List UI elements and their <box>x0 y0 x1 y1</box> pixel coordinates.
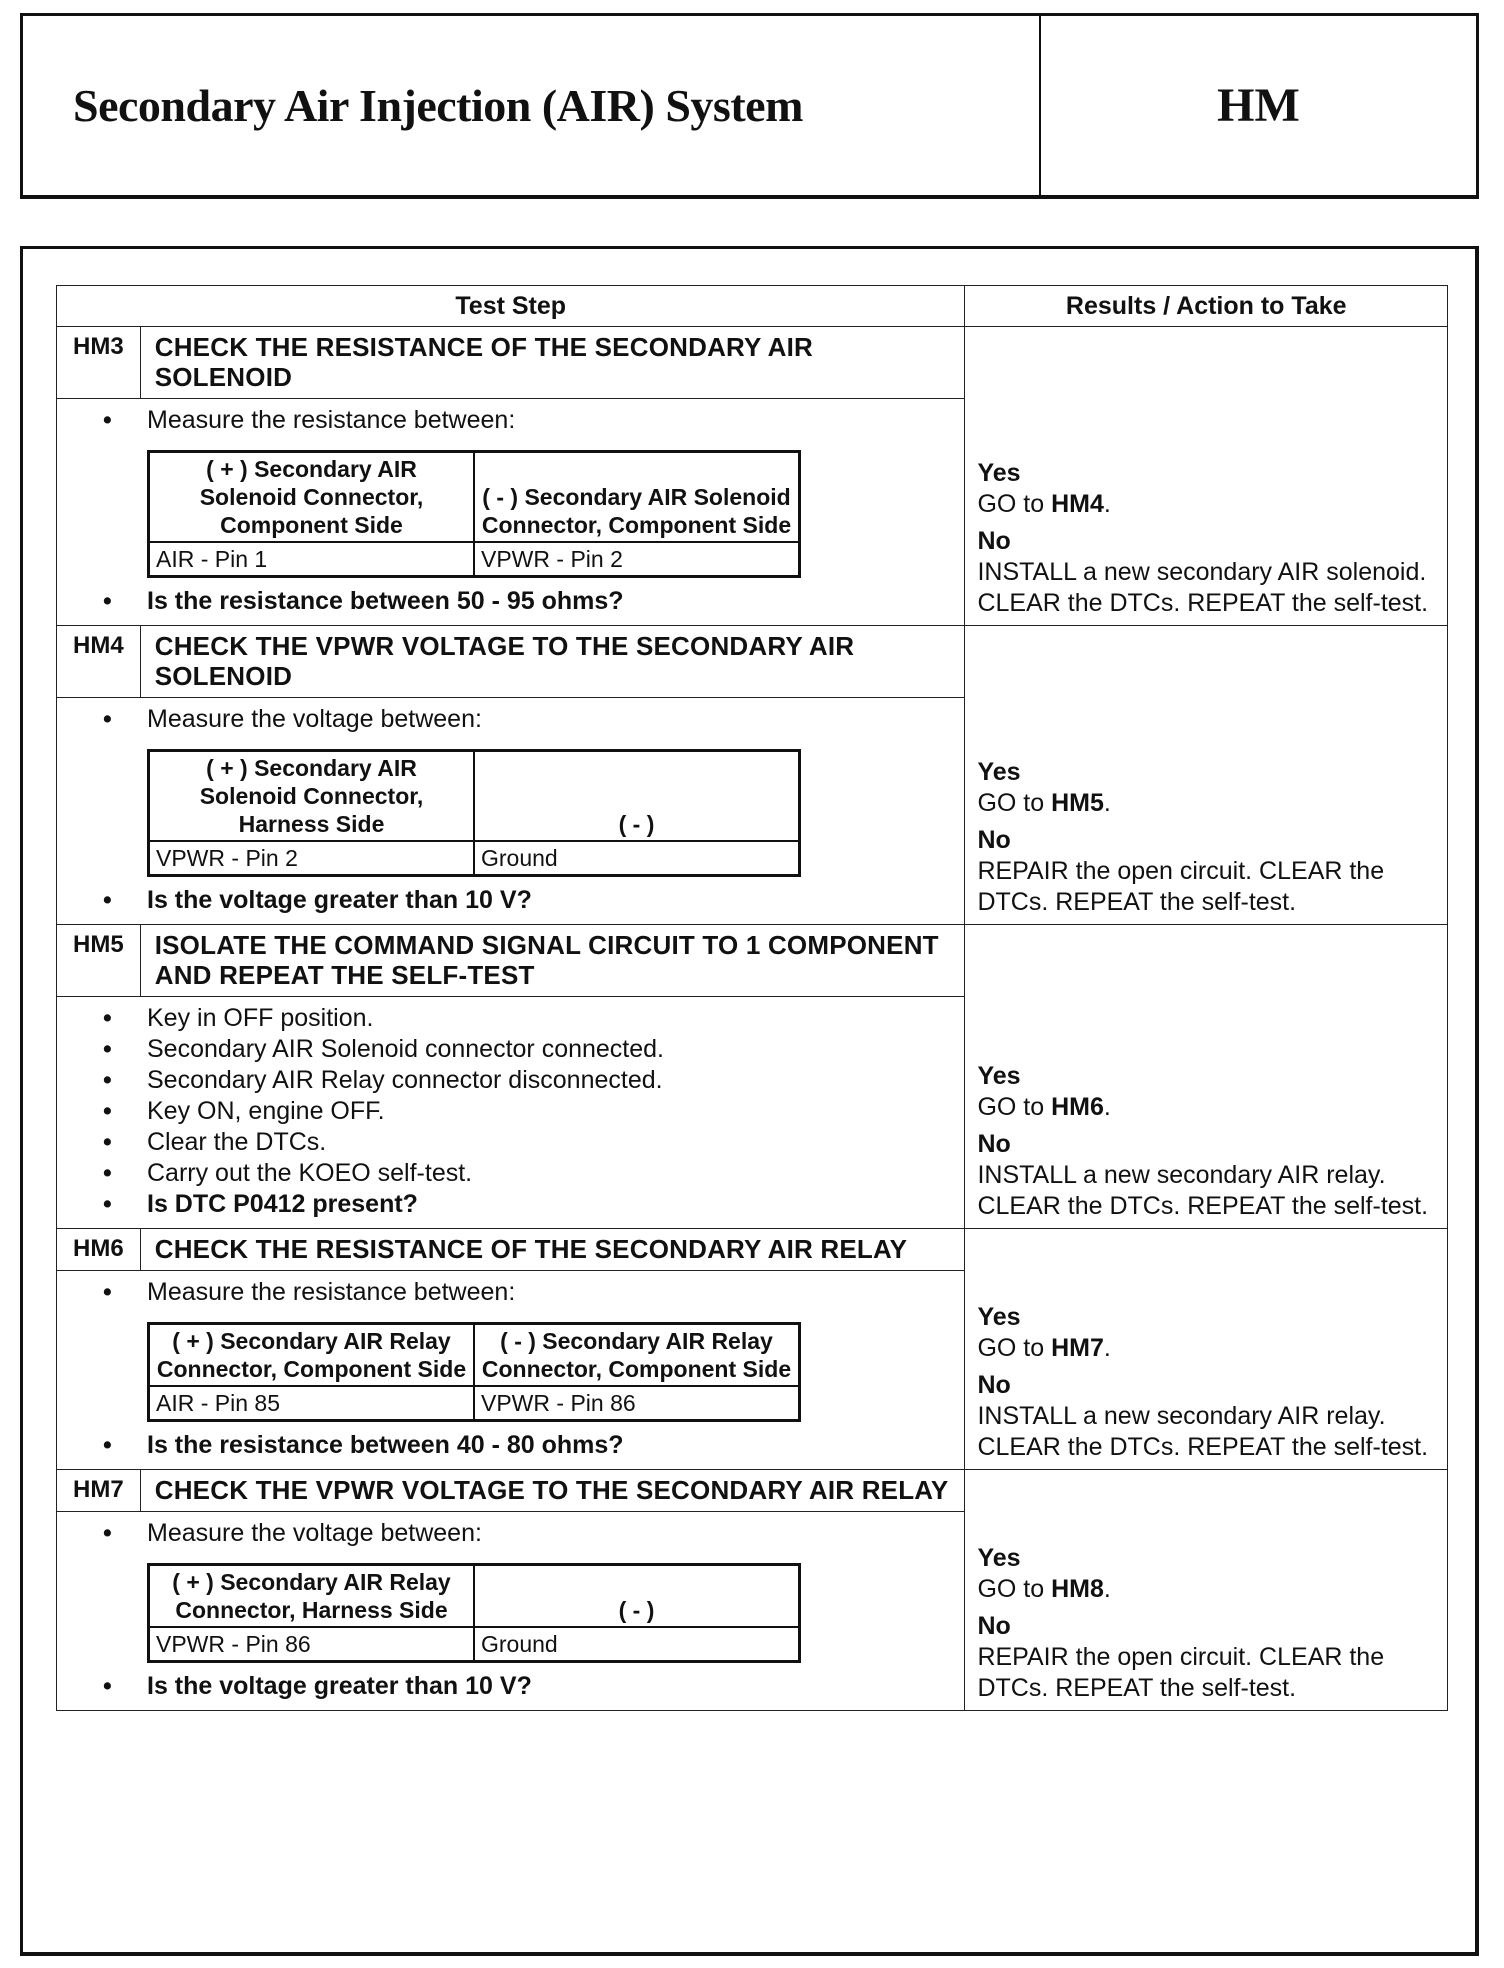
positive-probe-pin: AIR - Pin 1 <box>149 542 475 577</box>
measurement-table <box>147 450 801 578</box>
step-title: CHECK THE VPWR VOLTAGE TO THE SECONDARY AIR RELAY <box>140 1470 965 1512</box>
step-body <box>57 1512 965 1711</box>
step-title-row <box>57 327 1448 399</box>
yes-label: Yes <box>977 459 1021 487</box>
yes-action: GO to HM5. <box>977 789 1111 817</box>
content-frame <box>20 246 1479 1956</box>
step-title: CHECK THE RESISTANCE OF THE SECONDARY AIR SOLENOID <box>140 327 965 399</box>
no-action: INSTALL a new secondary AIR relay. CLEAR the DTCs. REPEAT the self-test. <box>977 1402 1429 1461</box>
step-instruction: • Measure the resistance between: <box>147 405 952 436</box>
positive-probe-header: ( + ) Secondary AIR Solenoid Connector, Harness Side <box>149 751 475 842</box>
step-question: • Is the resistance between 40 - 80 ohms? <box>147 1430 952 1461</box>
step-instruction: • Measure the voltage between: <box>147 1518 952 1549</box>
step-result <box>965 1470 1448 1711</box>
page-header <box>20 13 1479 199</box>
yes-action: GO to HM8. <box>977 1575 1111 1603</box>
step-body <box>57 698 965 925</box>
measurement-table <box>147 1322 801 1422</box>
no-label: No <box>977 1612 1011 1640</box>
step-instruction: • Carry out the KOEO self-test. <box>147 1158 952 1189</box>
no-action: INSTALL a new secondary AIR relay. CLEAR the DTCs. REPEAT the self-test. <box>977 1161 1429 1220</box>
step-instruction: • Clear the DTCs. <box>147 1127 952 1158</box>
goto-step-link[interactable]: HM4 <box>1051 490 1104 518</box>
measurement-header-row <box>149 751 800 842</box>
step-question: • Is the voltage greater than 10 V? <box>147 1671 952 1702</box>
step-code: HM6 <box>57 1229 141 1271</box>
step-title: CHECK THE RESISTANCE OF THE SECONDARY AIR RELAY <box>140 1229 965 1271</box>
section-code: HM <box>1217 79 1300 132</box>
measurement-table <box>147 1563 801 1663</box>
step-instruction: • Secondary AIR Solenoid connector connected. <box>147 1034 952 1065</box>
negative-probe-pin: VPWR - Pin 2 <box>474 542 800 577</box>
step-result <box>965 1229 1448 1470</box>
diagnostic-table <box>56 285 1448 1711</box>
step-body <box>57 399 965 626</box>
measurement-value-row <box>149 542 800 577</box>
no-action: REPAIR the open circuit. CLEAR the DTCs. REPEAT the self-test. <box>977 857 1385 916</box>
step-question: • Is the resistance between 50 - 95 ohms? <box>147 586 952 617</box>
step-result <box>965 925 1448 1229</box>
yes-label: Yes <box>977 1303 1021 1331</box>
yes-label: Yes <box>977 1062 1021 1090</box>
step-question: • Is DTC P0412 present? <box>147 1189 952 1220</box>
step-title: CHECK THE VPWR VOLTAGE TO THE SECONDARY AIR SOLENOID <box>140 626 965 698</box>
no-action: INSTALL a new secondary AIR solenoid. CLEAR the DTCs. REPEAT the self-test. <box>977 558 1429 617</box>
no-label: No <box>977 1371 1011 1399</box>
measurement-table <box>147 749 801 877</box>
step-title-row <box>57 925 1448 997</box>
positive-probe-pin: VPWR - Pin 86 <box>149 1627 475 1662</box>
page-title: Secondary Air Injection (AIR) System <box>23 16 1041 195</box>
no-action: REPAIR the open circuit. CLEAR the DTCs. REPEAT the self-test. <box>977 1643 1385 1702</box>
negative-probe-header: ( - ) <box>474 751 800 842</box>
step-title: ISOLATE THE COMMAND SIGNAL CIRCUIT TO 1 COMPONENT AND REPEAT THE SELF-TEST <box>140 925 965 997</box>
step-instruction: • Key ON, engine OFF. <box>147 1096 952 1127</box>
step-code: HM3 <box>57 327 141 399</box>
positive-probe-pin: VPWR - Pin 2 <box>149 841 475 876</box>
column-header-test-step: Test Step <box>57 286 965 327</box>
no-label: No <box>977 527 1011 555</box>
step-instruction: • Measure the resistance between: <box>147 1277 952 1308</box>
measurement-header-row <box>149 1565 800 1628</box>
no-label: No <box>977 1130 1011 1158</box>
goto-step-link[interactable]: HM7 <box>1051 1334 1104 1362</box>
negative-probe-pin: Ground <box>474 841 800 876</box>
positive-probe-pin: AIR - Pin 85 <box>149 1386 475 1421</box>
step-code: HM7 <box>57 1470 141 1512</box>
yes-action: GO to HM7. <box>977 1334 1111 1362</box>
yes-action: GO to HM4. <box>977 490 1111 518</box>
positive-probe-header: ( + ) Secondary AIR Relay Connector, Harness Side <box>149 1565 475 1628</box>
no-label: No <box>977 826 1011 854</box>
goto-step-link[interactable]: HM5 <box>1051 789 1104 817</box>
measurement-value-row <box>149 841 800 876</box>
positive-probe-header: ( + ) Secondary AIR Solenoid Connector, Component Side <box>149 452 475 543</box>
step-title-row <box>57 1229 1448 1271</box>
negative-probe-header: ( - ) <box>474 1565 800 1628</box>
goto-step-link[interactable]: HM6 <box>1051 1093 1104 1121</box>
negative-probe-header: ( - ) Secondary AIR Relay Connector, Component Side <box>474 1324 800 1387</box>
measurement-header-row <box>149 1324 800 1387</box>
step-body <box>57 997 965 1229</box>
yes-label: Yes <box>977 1544 1021 1572</box>
yes-label: Yes <box>977 758 1021 786</box>
table-header-row <box>57 286 1448 327</box>
step-instruction: • Measure the voltage between: <box>147 704 952 735</box>
step-instruction: • Key in OFF position. <box>147 1003 952 1034</box>
positive-probe-header: ( + ) Secondary AIR Relay Connector, Component Side <box>149 1324 475 1387</box>
negative-probe-pin: Ground <box>474 1627 800 1662</box>
step-code: HM5 <box>57 925 141 997</box>
measurement-header-row <box>149 452 800 543</box>
negative-probe-pin: VPWR - Pin 86 <box>474 1386 800 1421</box>
column-header-results: Results / Action to Take <box>965 286 1448 327</box>
goto-step-link[interactable]: HM8 <box>1051 1575 1104 1603</box>
yes-action: GO to HM6. <box>977 1093 1111 1121</box>
step-question: • Is the voltage greater than 10 V? <box>147 885 952 916</box>
step-instruction: • Secondary AIR Relay connector disconnected. <box>147 1065 952 1096</box>
negative-probe-header: ( - ) Secondary AIR Solenoid Connector, Component Side <box>474 452 800 543</box>
step-result <box>965 327 1448 626</box>
step-body <box>57 1271 965 1470</box>
step-title-row <box>57 1470 1448 1512</box>
step-code: HM4 <box>57 626 141 698</box>
measurement-value-row <box>149 1627 800 1662</box>
step-title-row <box>57 626 1448 698</box>
step-result <box>965 626 1448 925</box>
steps-body <box>57 327 1448 1711</box>
measurement-value-row <box>149 1386 800 1421</box>
